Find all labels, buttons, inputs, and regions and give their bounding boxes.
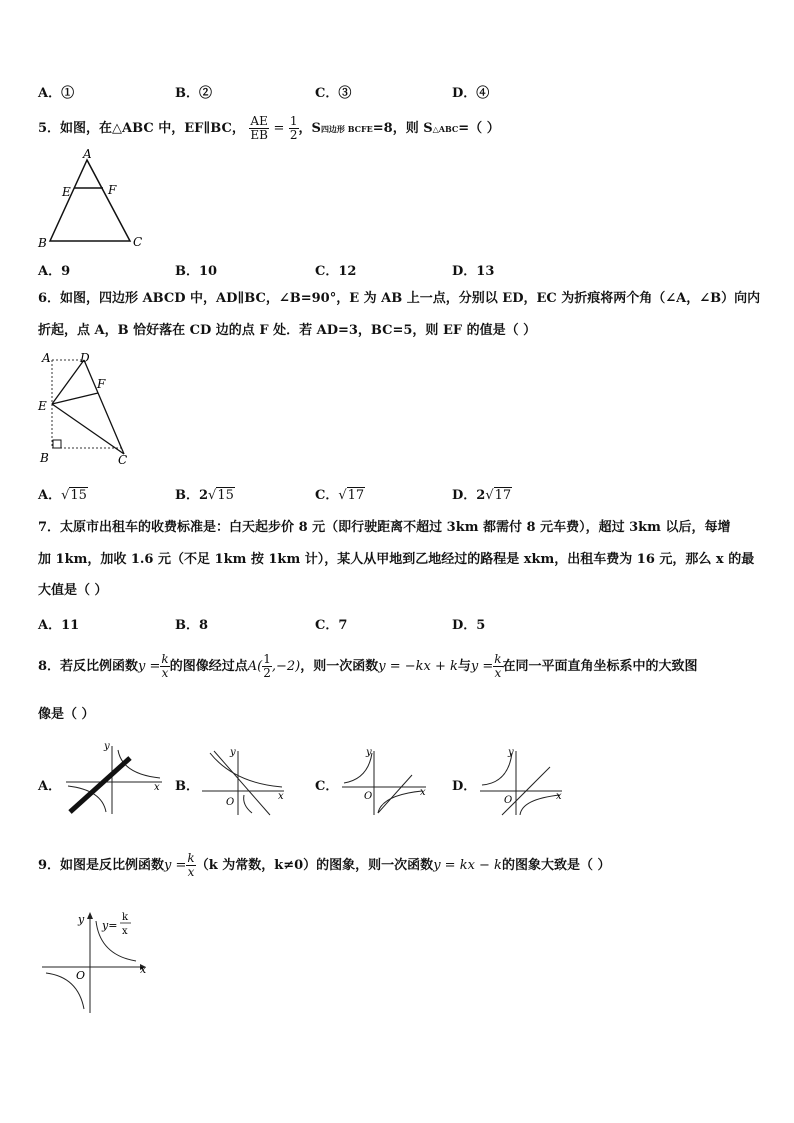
- q8-graph-b-y: y: [230, 747, 236, 758]
- q5-fraction-half: $\frac{1}{2}$: [289, 114, 298, 142]
- q8-graph-c-x: x: [420, 787, 426, 798]
- q6-option-a[interactable]: A．√15: [38, 488, 87, 503]
- q8-graph-c: [338, 745, 433, 817]
- q6-label-c: C: [118, 453, 128, 467]
- q8-stem-line2: 像是（ ）: [38, 707, 95, 722]
- q6-option-d[interactable]: D．2√17: [452, 488, 512, 503]
- q8-option-b[interactable]: B．: [175, 779, 199, 794]
- q8-graph-a: [62, 740, 172, 818]
- q4-option-d[interactable]: D．④: [452, 86, 490, 101]
- q9-graph: [38, 905, 153, 1017]
- q5-option-d[interactable]: D．13: [452, 264, 495, 279]
- q6-option-b[interactable]: B．2√15: [175, 488, 234, 503]
- q6-option-c[interactable]: C．√17: [315, 488, 365, 503]
- q7-option-c[interactable]: C．7: [315, 618, 348, 633]
- q8-option-a[interactable]: A．: [38, 779, 62, 794]
- q5-label-e: E: [62, 185, 71, 199]
- q8-graph-b-o: O: [226, 797, 235, 808]
- q5-option-a[interactable]: A．9: [38, 264, 71, 279]
- q6-label-f: F: [97, 377, 106, 391]
- q6-stem-line2: 折起，点 A，B 恰好落在 CD 边的点 F 处．若 AD=3，BC=5，则 EF 的值是（ ）: [38, 323, 537, 338]
- q6-label-b: B: [40, 451, 49, 465]
- q5-label-f: F: [108, 183, 117, 197]
- q9-graph-label-x: x: [122, 926, 128, 937]
- q8-option-c[interactable]: C．: [315, 779, 339, 794]
- q5-option-b[interactable]: B．10: [175, 264, 218, 279]
- q7-option-d[interactable]: D．5: [452, 618, 486, 633]
- q5-label-b: B: [38, 236, 47, 250]
- q5-option-c[interactable]: C．12: [315, 264, 357, 279]
- q5-stem-text: 5．如图，在△ABC 中，EF∥BC，: [38, 121, 245, 136]
- q7-stem-line3: 大值是（ ）: [38, 583, 108, 598]
- q6-label-e: E: [38, 399, 47, 413]
- q4-option-a[interactable]: A．①: [38, 86, 75, 101]
- q8-graph-a-y: y: [104, 741, 110, 752]
- q4-option-b[interactable]: B．②: [175, 86, 212, 101]
- q8-graph-b: [198, 745, 293, 817]
- q5-stem: 5．如图，在△ABC 中，EF∥BC， $\frac{AE}{EB}$ = $\frac{1}{2}$ ，S四边形 BCFE=8，则 S△ABC=（ ）: [38, 114, 500, 142]
- q7-stem-line2: 加 1km，加收 1.6 元（不足 1km 按 1km 计），某人从甲地到乙地经过的路程是 xkm，出租车费为 16 元，那么 x 的最: [38, 552, 755, 567]
- q4-option-c[interactable]: C．③: [315, 86, 352, 101]
- q9-graph-x: x: [140, 963, 147, 976]
- q5-label-a: A: [83, 148, 92, 161]
- q8-graph-d-x: x: [556, 791, 562, 802]
- q7-option-a[interactable]: A．11: [38, 618, 80, 633]
- q8-option-d[interactable]: D．: [452, 779, 477, 794]
- q9-graph-y: y: [78, 913, 85, 926]
- q8-graph-c-o: O: [364, 791, 373, 802]
- q8-graph-b-x: x: [278, 791, 284, 802]
- q8-graph-d: [476, 745, 571, 817]
- q6-quadrilateral-figure: [34, 348, 134, 468]
- q7-option-b[interactable]: B．8: [175, 618, 209, 633]
- q8-graph-d-y: y: [508, 747, 514, 758]
- q9-graph-label-y: y=: [102, 919, 118, 932]
- q8-graph-d-o: O: [504, 795, 513, 806]
- q6-label-d: D: [80, 351, 90, 365]
- q6-stem-line1: 6．如图，四边形 ABCD 中，AD∥BC，∠B=90°，E 为 AB 上一点，分别以 ED，EC 为折痕将两个角（∠A，∠B）向内: [38, 291, 761, 306]
- q9-stem: 9．如图是反比例函数y = $\frac{k}{x}$ （k 为常数，k≠0）的图象，则一次函数y = kx − k的图象大致是（ ）: [38, 851, 611, 879]
- q5-triangle-figure: [34, 148, 154, 252]
- q8-stem-line1: 8．若反比例函数y = $\frac{k}{x}$ 的图像经过点A( $\frac{1}{2}$ ,−2)，则一次函数y = −kx + k与y = $\frac{k}{x}$ 在同一平面直角坐标系中的大致图: [38, 652, 698, 680]
- q9-graph-label-k: k: [122, 912, 129, 923]
- q5-fraction-ae-eb: $\frac{AE}{EB}$: [250, 114, 268, 142]
- q8-graph-a-x: x: [154, 782, 160, 793]
- q9-graph-o: O: [76, 969, 86, 982]
- q7-stem-line1: 7．太原市出租车的收费标准是：白天起步价 8 元（即行驶距离不超过 3km 都需付 8 元车费），超过 3km 以后，每增: [38, 520, 731, 535]
- q5-label-c: C: [133, 235, 143, 249]
- q6-label-a: A: [42, 351, 51, 365]
- q8-graph-c-y: y: [366, 747, 372, 758]
